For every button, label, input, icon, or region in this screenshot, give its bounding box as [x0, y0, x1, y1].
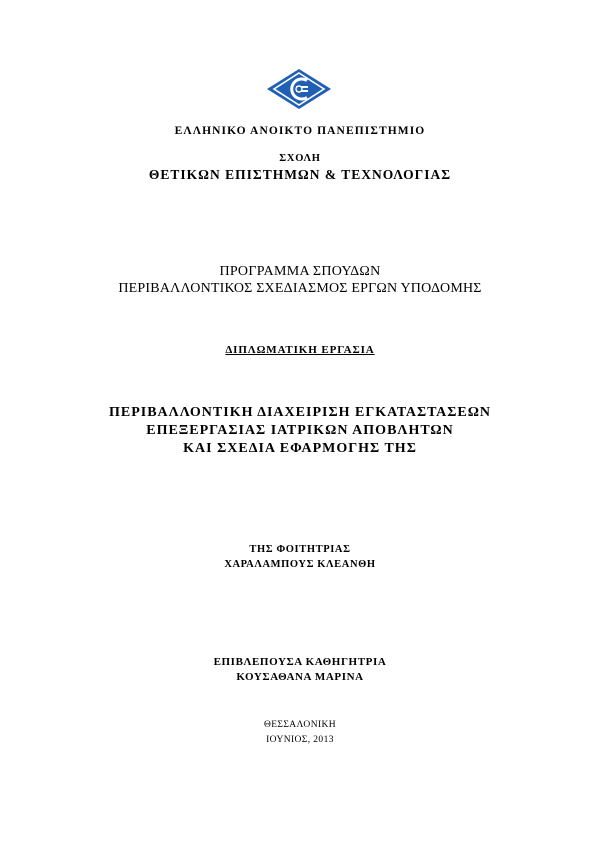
- program-name: ΠΕΡΙΒΑΛΛΟΝΤΙΚΟΣ ΣΧΕΔΙΑΣΜΟΣ ΕΡΓΩΝ ΥΠΟΔΟΜΗΣ: [118, 281, 482, 296]
- school-name: ΘΕΤΙΚΩΝ ΕΠΙΣΤΗΜΩΝ & ΤΕΧΝΟΛΟΓΙΑΣ: [148, 167, 452, 182]
- thesis-title-line: ΚΑΙ ΣΧΕΔΙΑ ΕΦΑΡΜΟΓΗΣ ΤΗΣ: [183, 441, 417, 456]
- university-logo-icon: [266, 68, 332, 110]
- supervisor-name: ΚΟΥΣΑΘΑΝΑ ΜΑΡΙΝΑ: [236, 671, 364, 683]
- thesis-label: ΔΙΠΛΩΜΑΤΙΚΗ ΕΡΓΑΣΙΑ: [225, 344, 375, 356]
- program-label: ΠΡΟΓΡΑΜΜΑ ΣΠΟΥΔΩΝ: [219, 264, 381, 279]
- thesis-title-line: ΕΠΕΞΕΡΓΑΣΙΑΣ ΙΑΤΡΙΚΩΝ ΑΠΟΒΛΗΤΩΝ: [146, 423, 454, 438]
- school-label: ΣΧΟΛΗ: [279, 153, 321, 164]
- date: ΙΟΥΝΙΟΣ, 2013: [266, 735, 334, 745]
- place: ΘΕΣΣΑΛΟΝΙΚΗ: [263, 720, 337, 730]
- university-name: ΕΛΛΗΝΙΚΟ ΑΝΟΙΚΤΟ ΠΑΝΕΠΙΣΤΗΜΙΟ: [174, 125, 426, 137]
- student-name: ΧΑΡΑΛΑΜΠΟΥΣ ΚΛΕΑΝΘΗ: [224, 559, 376, 570]
- thesis-title-line: ΠΕΡΙΒΑΛΛΟΝΤΙΚΗ ΔΙΑΧΕΙΡΙΣΗ ΕΓΚΑΤΑΣΤΑΣΕΩΝ: [108, 405, 492, 420]
- supervisor-label: ΕΠΙΒΛΕΠΟΥΣΑ ΚΑΘΗΓΗΤΡΙΑ: [213, 656, 387, 668]
- student-label: ΤΗΣ ΦΟΙΤΗΤΡΙΑΣ: [249, 544, 351, 555]
